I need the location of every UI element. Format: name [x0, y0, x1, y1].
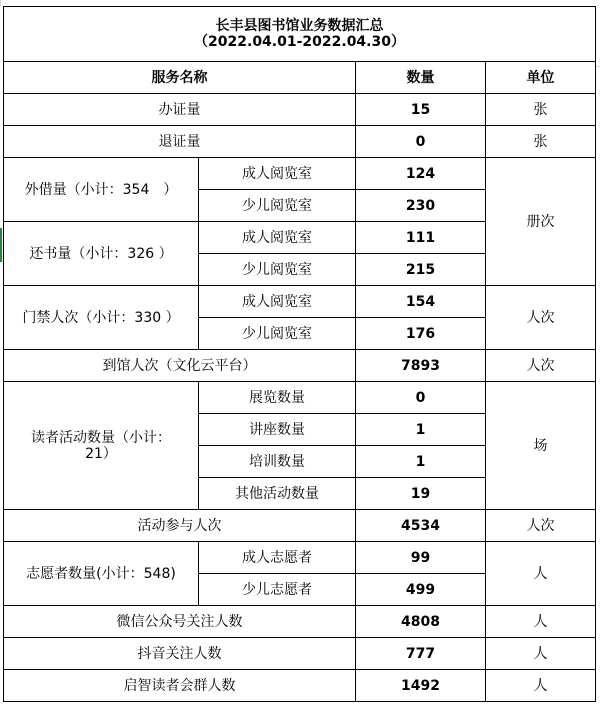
visits-unit[interactable]: 人次 — [486, 350, 596, 382]
volunteers-youth-value[interactable]: 499 — [356, 574, 486, 606]
volunteers-youth-label[interactable]: 少儿志愿者 — [199, 574, 356, 606]
activities-exhibition-value[interactable]: 0 — [356, 382, 486, 414]
table-row — [4, 542, 596, 574]
report-period: （2022.04.01-2022.04.30） — [194, 34, 405, 50]
card-return-label[interactable]: 退证量 — [4, 126, 356, 158]
lending-child-label[interactable]: 少儿阅览室 — [199, 190, 356, 222]
activities-other-value[interactable]: 19 — [356, 478, 486, 510]
douyin-value[interactable]: 777 — [356, 638, 486, 670]
activities-lecture-label[interactable]: 讲座数量 — [199, 414, 356, 446]
table-row — [4, 286, 596, 318]
table-row — [4, 126, 596, 158]
douyin-unit[interactable]: 人 — [486, 638, 596, 670]
volunteers-adult-value[interactable]: 99 — [356, 542, 486, 574]
table-row — [4, 510, 596, 542]
returns-adult-label[interactable]: 成人阅览室 — [199, 222, 356, 254]
table-row — [4, 158, 596, 190]
wechat-value[interactable]: 4808 — [356, 606, 486, 638]
header-unit[interactable]: 单位 — [486, 62, 596, 94]
returns-child-value[interactable]: 215 — [356, 254, 486, 286]
gate-label[interactable]: 门禁人次（小计：330 ） — [4, 286, 199, 350]
wechat-label[interactable]: 微信公众号关注人数 — [4, 606, 356, 638]
activities-exhibition-label[interactable]: 展览数量 — [199, 382, 356, 414]
gate-unit[interactable]: 人次 — [486, 286, 596, 350]
gate-child-label[interactable]: 少儿阅览室 — [199, 318, 356, 350]
activities-lecture-value[interactable]: 1 — [356, 414, 486, 446]
wisdom-group-label[interactable]: 启智读者会群人数 — [4, 670, 356, 702]
card-issue-value[interactable]: 15 — [356, 94, 486, 126]
volunteers-label[interactable]: 志愿者数量(小计：548) — [4, 542, 199, 606]
row-selection-marker — [0, 228, 2, 262]
header-quantity[interactable]: 数量 — [356, 62, 486, 94]
returns-label[interactable]: 还书量（小计：326 ） — [4, 222, 199, 286]
participants-unit[interactable]: 人次 — [486, 510, 596, 542]
douyin-label[interactable]: 抖音关注人数 — [4, 638, 356, 670]
activities-other-label[interactable]: 其他活动数量 — [199, 478, 356, 510]
wisdom-group-unit[interactable]: 人 — [486, 670, 596, 702]
header-row — [4, 62, 596, 94]
participants-label[interactable]: 活动参与人次 — [4, 510, 356, 542]
gate-child-value[interactable]: 176 — [356, 318, 486, 350]
gate-adult-label[interactable]: 成人阅览室 — [199, 286, 356, 318]
card-issue-unit[interactable]: 张 — [486, 94, 596, 126]
lending-child-value[interactable]: 230 — [356, 190, 486, 222]
table-row — [4, 638, 596, 670]
title-row — [4, 7, 596, 62]
table-row — [4, 670, 596, 702]
gate-adult-value[interactable]: 154 — [356, 286, 486, 318]
report-title-cell[interactable] — [4, 7, 596, 62]
wisdom-group-value[interactable]: 1492 — [356, 670, 486, 702]
activities-training-label[interactable]: 培训数量 — [199, 446, 356, 478]
returns-child-label[interactable]: 少儿阅览室 — [199, 254, 356, 286]
table-row — [4, 606, 596, 638]
volunteers-adult-label[interactable]: 成人志愿者 — [199, 542, 356, 574]
sheet-gridline — [0, 0, 1, 6]
activities-unit[interactable]: 场 — [486, 382, 596, 510]
lending-adult-label[interactable]: 成人阅览室 — [199, 158, 356, 190]
activities-training-value[interactable]: 1 — [356, 446, 486, 478]
card-issue-label[interactable]: 办证量 — [4, 94, 356, 126]
card-return-value[interactable]: 0 — [356, 126, 486, 158]
participants-value[interactable]: 4534 — [356, 510, 486, 542]
report-title: 长丰县图书馆业务数据汇总 — [215, 18, 384, 34]
activities-label[interactable]: 读者活动数量（小计： 21） — [4, 382, 199, 510]
table-row — [4, 382, 596, 414]
lending-adult-value[interactable]: 124 — [356, 158, 486, 190]
table-row — [4, 94, 596, 126]
books-unit[interactable]: 册次 — [486, 158, 596, 286]
table-row — [4, 350, 596, 382]
wechat-unit[interactable]: 人 — [486, 606, 596, 638]
visits-value[interactable]: 7893 — [356, 350, 486, 382]
card-return-unit[interactable]: 张 — [486, 126, 596, 158]
visits-label[interactable]: 到馆人次（文化云平台） — [4, 350, 356, 382]
volunteers-unit[interactable]: 人 — [486, 542, 596, 606]
lending-label[interactable]: 外借量（小计：354 ） — [4, 158, 199, 222]
returns-adult-value[interactable]: 111 — [356, 222, 486, 254]
header-service-name[interactable]: 服务名称 — [4, 62, 356, 94]
summary-table — [3, 6, 596, 702]
